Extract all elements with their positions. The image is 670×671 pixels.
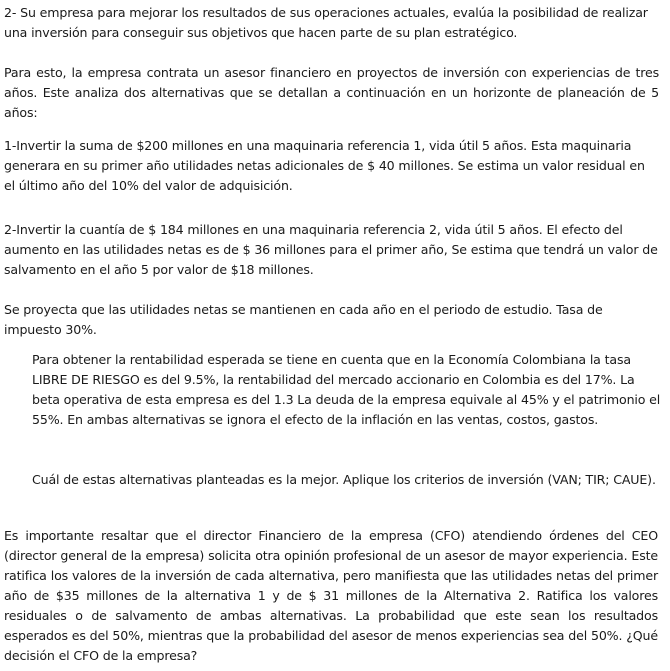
- question-paragraph: Cuál de estas alternativas planteadas es la mejor. Aplique los criterios de inversión (VAN; TIR; CAUE).: [32, 472, 656, 487]
- cfo-decision-paragraph: Es importante resaltar que el director Financiero de la empresa (CFO) atendiendo órdenes del CEO (director general de la empresa) solicita otra opinión profesional de un asesor de mayor experiencia. Este ratifica los valores de la inversión de cada alternativa, pero manifiesta que las utilidades netas del primer año de $35 millones de la alternativa 1 y de $ 31 millones de la Alternativa 2. Ratifica los valores residuales o de salvamento de ambas alternativas. La probabilidad que este sean los resultados esperados es del 50%, mientras que la probabilidad del asesor de menos experiencias sea del 50%. ¿Qué decisión el CFO de la empresa?: [4, 528, 658, 663]
- alternative-2-paragraph: 2-Invertir la cuantía de $ 184 millones en una maquinaria referencia 2, vida útil 5 años. El efecto del aumento en las utilidades netas es de $ 36 millones para el primer año, Se estima que tendrá un valor de salvamento en el año 5 por valor de $18 millones.: [4, 222, 658, 277]
- tax-rate-paragraph: Se proyecta que las utilidades netas se mantienen en cada año en el periodo de estudio. Tasa de impuesto 30%.: [4, 302, 603, 337]
- problem-intro-paragraph: 2- Su empresa para mejorar los resultados de sus operaciones actuales, evalúa la posibilidad de realizar una inversión para conseguir sus objetivos que hacen parte de su plan estratégico.: [4, 5, 648, 40]
- expected-return-paragraph: Para obtener la rentabilidad esperada se tiene en cuenta que en la Economía Colombiana la tasa LIBRE DE RIESGO es del 9.5%, la rentabilidad del mercado accionario en Colombia es del 17%. La beta operativa de esta empresa es del 1.3 La deuda de la empresa equivale al 45% y el patrimonio el 55%. En ambas alternativas se ignora el efecto de la inflación en las ventas, costos, gastos.: [32, 352, 661, 427]
- advisor-context-paragraph: Para esto, la empresa contrata un asesor financiero en proyectos de inversión con experiencias de tres años. Este analiza dos alternativas que se detallan a continuación en un horizonte de planeación de 5 años:: [4, 65, 659, 120]
- alternative-1-paragraph: 1-Invertir la suma de $200 millones en una maquinaria referencia 1, vida útil 5 años. Esta maquinaria generara en su primer año utilidades netas adicionales de $ 40 millones. Se estima un valor residual en el último año del 10% del valor de adquisición.: [4, 138, 645, 193]
